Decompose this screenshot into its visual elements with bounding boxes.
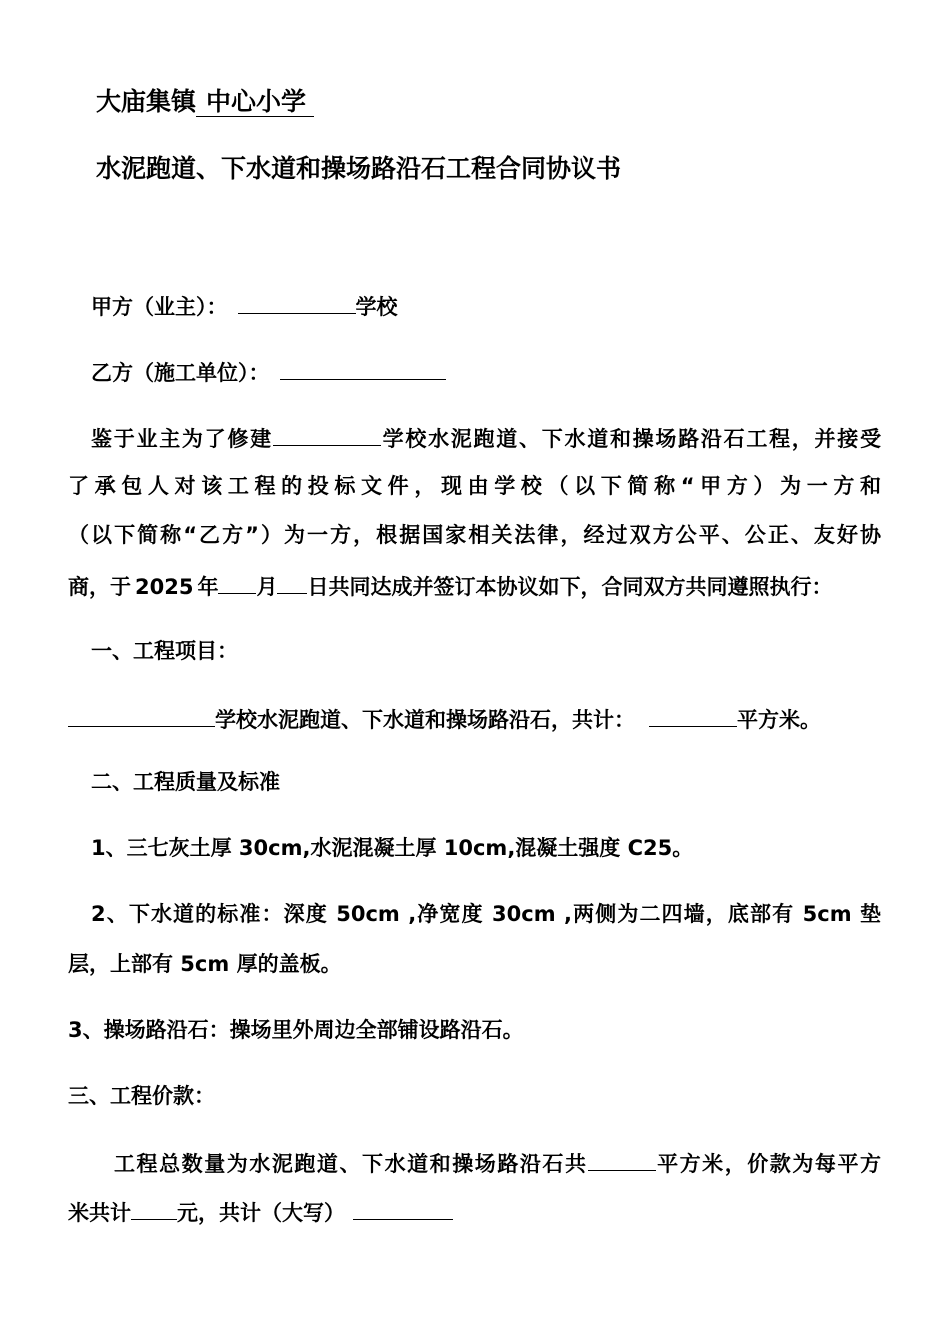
party-b-label: 乙方（施工单位）： [91,361,270,385]
price-line-1 [114,1148,881,1178]
price-line-1-start: 工程总数量为水泥跑道、下水道和操场路沿石共 [114,1152,588,1176]
party-a-suffix: 学校 [355,295,398,319]
preamble-line-1 [91,423,881,453]
preamble-p4-rest: 日共同达成并签订本协议如下，合同双方共同遵照执行： [307,575,833,599]
price-line-2 [68,1197,453,1227]
area-blank [649,704,737,727]
title-prefix: 大庙集镇 [96,87,197,116]
year-unit: 年 [197,575,219,599]
quality-item-2-line-2: 层，上部有 5cm 厚的盖板。 [68,952,342,976]
party-a-blank [238,291,356,314]
price-line-2-mid: 元，共计（大写） [177,1201,345,1225]
quality-item-2-line-1: 2、下水道的标准：深度 50cm ,净宽度 30cm ,两侧为二四墙，底部有 5cm 垫 [91,902,881,926]
day-blank [277,571,307,594]
preamble-line-4 [68,571,832,601]
section-1-unit: 平方米。 [737,708,821,732]
contract-title: 水泥跑道、下水道和操场路沿石工程合同协议书 [96,154,622,183]
preamble-line-3: （以下简称“乙方”）为一方，根据国家相关法律，经过双方公平、公正、友好协 [68,523,881,547]
section-2-heading: 二、工程质量及标准 [91,770,280,794]
section-1-heading: 一、工程项目： [91,639,238,663]
month-blank [218,571,256,594]
school-title [96,86,314,118]
quality-item-3: 3、操场路沿石：操场里外周边全部铺设路沿石。 [68,1018,524,1042]
party-b-blank [280,357,446,380]
quality-item-1: 1、三七灰土厚 30cm,水泥混凝土厚 10cm,混凝土强度 C25。 [91,836,694,860]
section-1-body: 学校水泥跑道、下水道和操场路沿石，共计： [215,708,635,732]
preamble-line-2: 了承包人对该工程的投标文件，现由学校（以下简称“甲方）为一方和 [68,474,881,498]
party-a-line [91,291,398,321]
month-unit: 月 [256,575,278,599]
section-3-heading: 三、工程价款： [68,1084,215,1108]
contract-year: 2025 [135,575,194,599]
preamble-p1-rest: 学校水泥跑道、下水道和操场路沿石工程，并接受 [380,427,882,451]
party-a-label: 甲方（业主）： [91,295,228,319]
preamble-p4-start: 商，于 [68,575,131,599]
total-amount-blank [353,1197,453,1220]
project-name-blank [273,423,381,446]
preamble-p1-start: 鉴于业主为了修建 [91,427,273,451]
price-line-1-rest: 平方米，价款为每平方 [655,1152,881,1176]
unit-price-blank [131,1197,177,1220]
section-1-text [68,704,821,734]
title-school: 中心小学 [196,87,314,117]
party-b-line [91,357,446,387]
price-line-2-start: 米共计 [68,1201,131,1225]
school-name-blank [68,704,215,727]
total-area-blank [588,1148,656,1171]
